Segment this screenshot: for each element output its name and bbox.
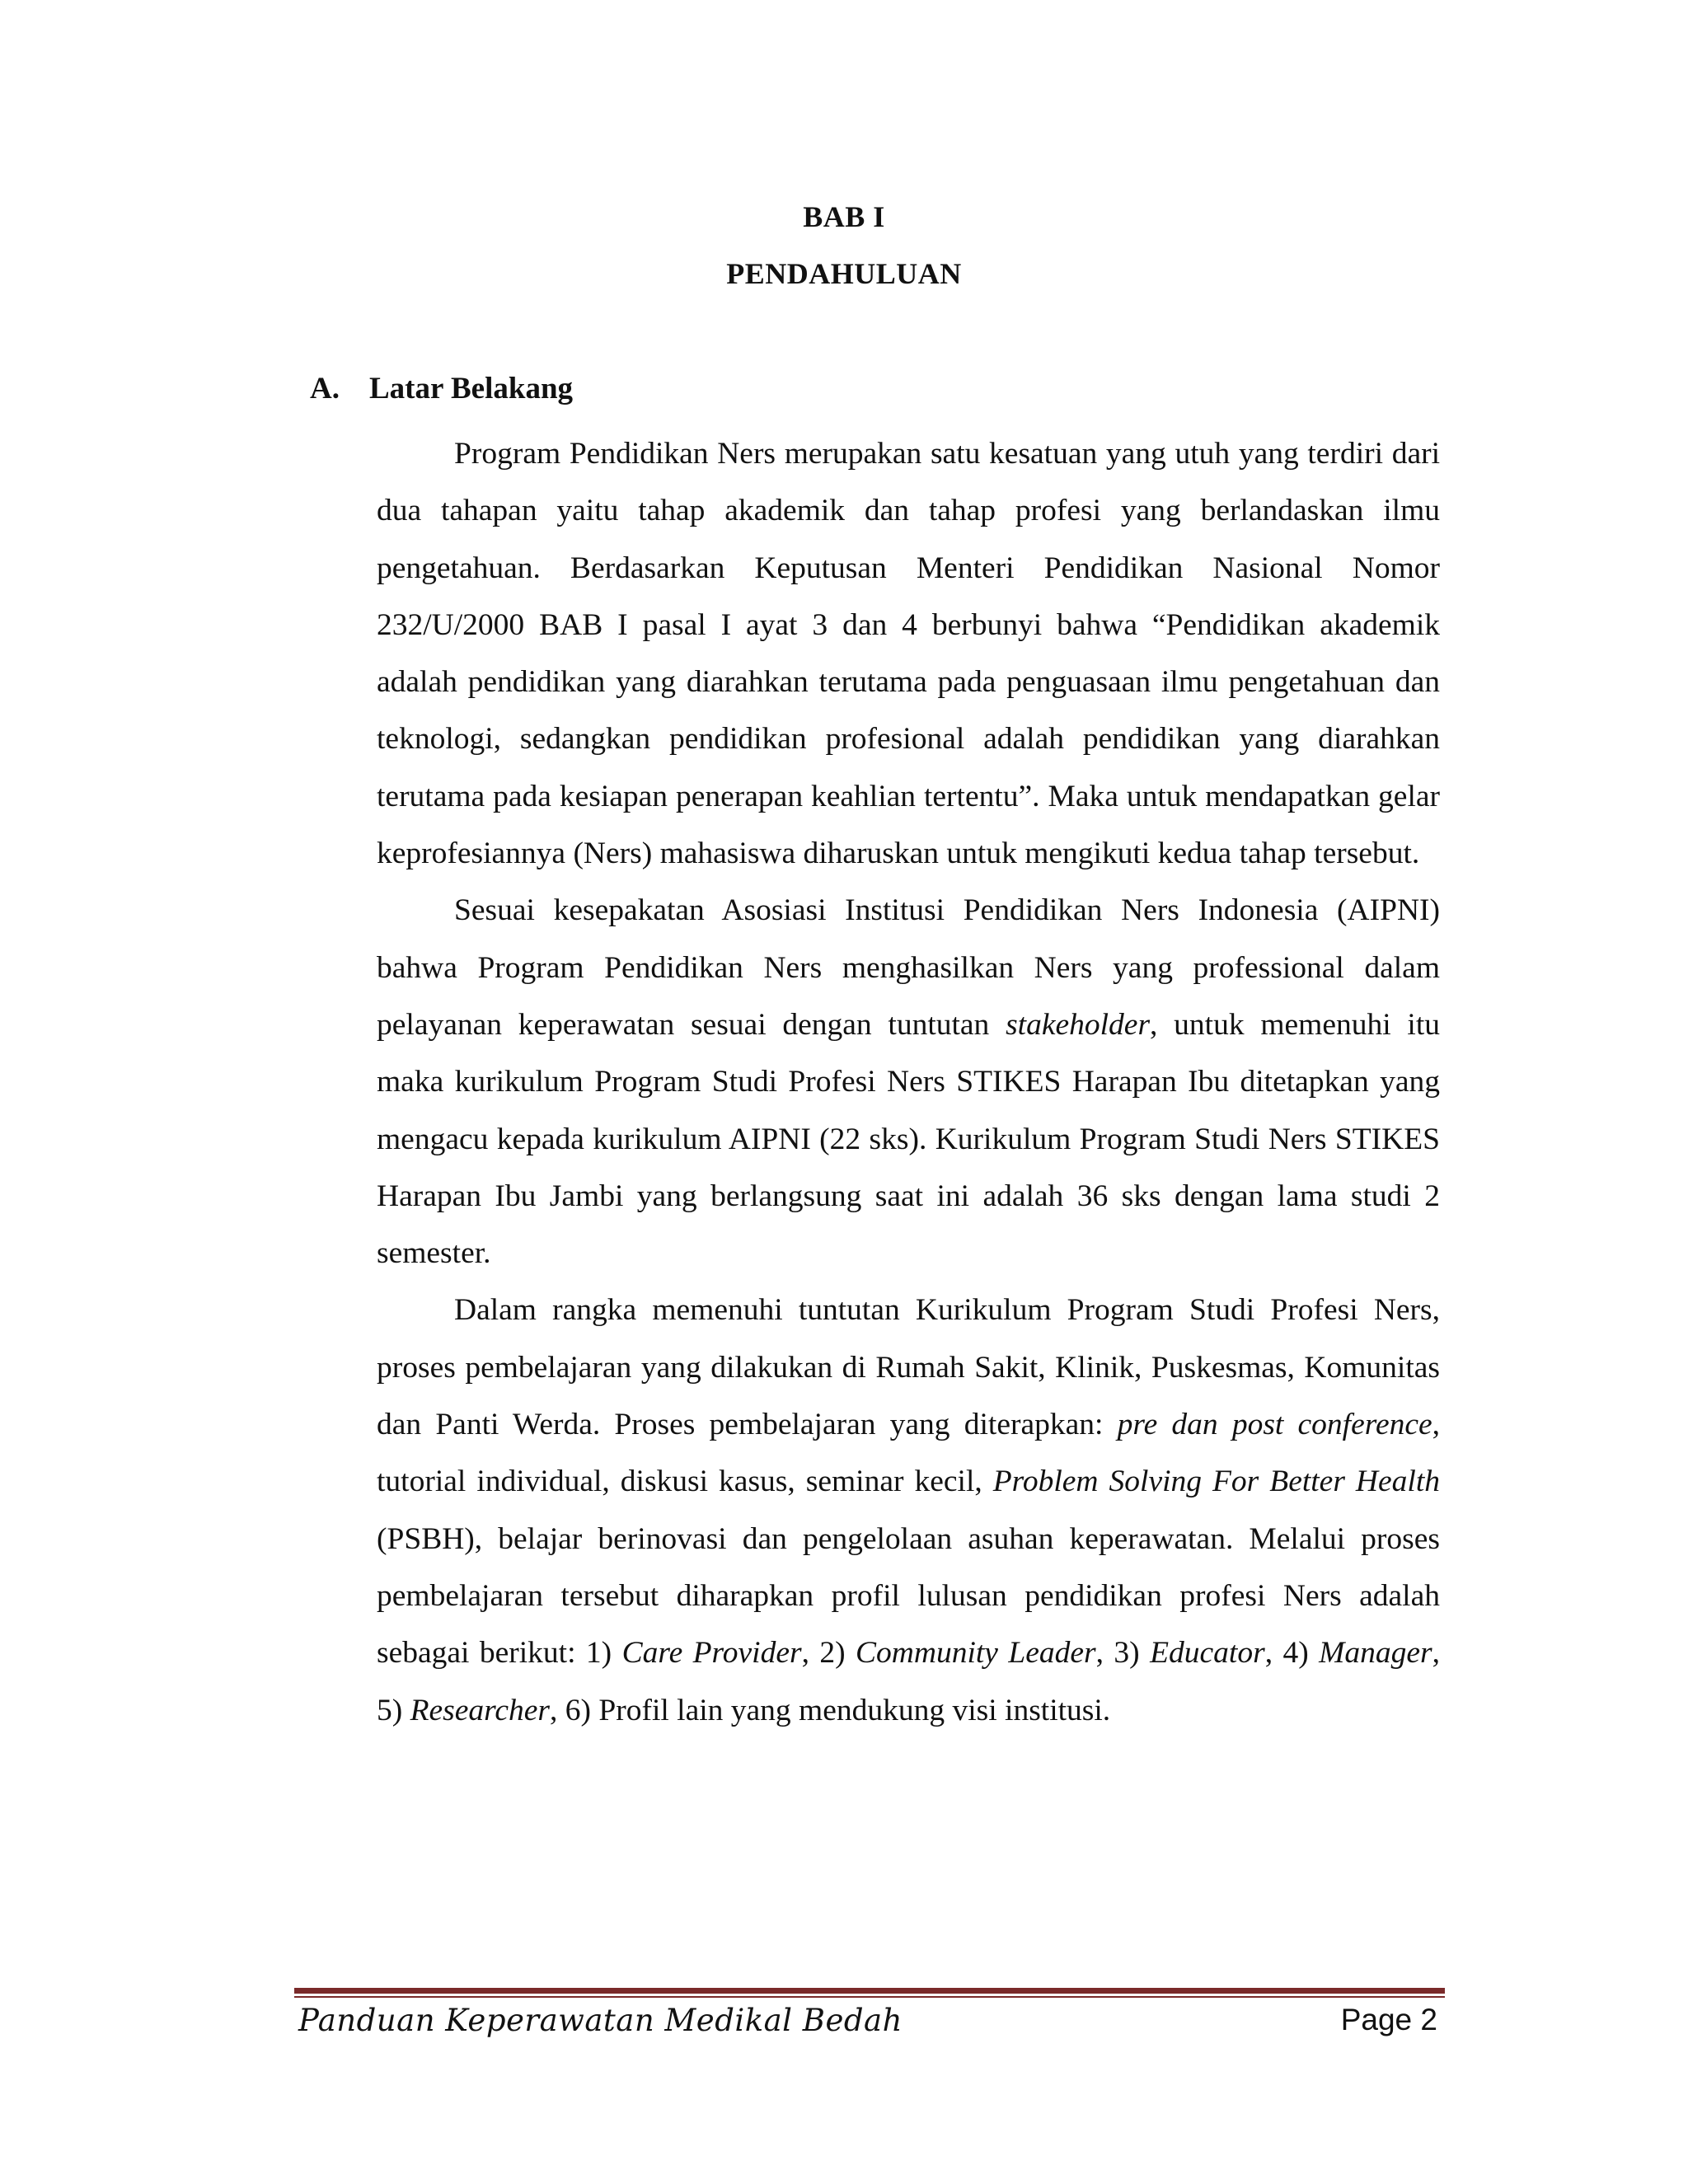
paragraph-3-italic-psbh: Problem Solving For Better Health xyxy=(992,1465,1440,1499)
paragraph-2-text-a: Sesuai kesepakatan Asosiasi Institusi Pendidikan Ners Indonesia (AIPNI) bahwa Program Pendidikan Ners menghasilkan Ners yang professional dalam pelayanan keperawatan sesuai dengan tuntutan xyxy=(377,893,1440,1042)
paragraph-2-text-c: , untuk memenuhi itu maka kurikulum Program Studi Profesi Ners STIKES Harapan Ibu ditetapkan yang mengacu kepada kurikulum AIPNI (22 sks). Kurikulum Program Studi Ners STIKES Harapan Ibu Jambi yang berlangsung saat ini adalah 36 sks dengan lama studi 2 semester. xyxy=(377,1007,1440,1271)
paragraph-2-italic-stakeholder: stakeholder xyxy=(1006,1007,1151,1042)
paragraph-3-text-m: , 5) xyxy=(377,1636,1441,1727)
paragraph-3-text-e: (PSBH), belajar berinovasi dan pengelolaan asuhan keperawatan. Melalui proses pembelajaran tersebut diharapkan profil lulusan pendidikan profesi Ners adalah sebagai berikut: 1) xyxy=(377,1521,1440,1671)
footer-divider xyxy=(294,1988,1445,1999)
paragraph-3-italic-community-leader: Community Leader xyxy=(856,1636,1096,1671)
body-text xyxy=(377,425,1440,1739)
section-letter: A. xyxy=(310,372,340,405)
paragraph-3-text-g: , 2) xyxy=(801,1636,846,1671)
footer-document-title: Panduan Keperawatan Medikal Bedah xyxy=(298,2003,903,2038)
paragraph-3-text-i: , 3) xyxy=(1095,1636,1140,1671)
paragraph-3-text-k: , 4) xyxy=(1264,1636,1309,1671)
paragraph-2 xyxy=(377,882,1440,1282)
paragraph-3-text-c: , tutorial individual, diskusi kasus, seminar kecil, xyxy=(377,1408,1441,1499)
paragraph-3-italic-care-provider: Care Provider xyxy=(621,1636,802,1671)
paragraph-3-italic-conference: pre dan post conference xyxy=(1117,1408,1432,1442)
paragraph-3-italic-educator: Educator xyxy=(1150,1636,1265,1671)
paragraph-3-text-a: Dalam rangka memenuhi tuntutan Kurikulum Program Studi Profesi Ners, proses pembelajaran yang dilakukan di Rumah Sakit, Klinik, Puskesmas, Komunitas dan Panti Werda. Proses pembelajaran yang diterapkan: xyxy=(377,1293,1440,1442)
paragraph-3-text-o: , 6) Profil lain yang mendukung visi institusi. xyxy=(550,1693,1111,1727)
chapter-number: BAB I xyxy=(803,200,885,233)
footer-page-number: Page 2 xyxy=(1340,2003,1437,2036)
footer-divider-thick xyxy=(294,1988,1445,1994)
paragraph-3 xyxy=(377,1282,1440,1738)
paragraph-1: Program Pendidikan Ners merupakan satu kesatuan yang utuh yang terdiri dari dua tahapan yaitu tahap akademik dan tahap profesi yang berlandaskan ilmu pengetahuan. Berdasarkan Keputusan Menteri Pendidikan Nasional Nomor 232/U/2000 BAB I pasal I ayat 3 dan 4 berbunyi bahwa “Pendidikan akademik adalah pendidikan yang diarahkan terutama pada penguasaan ilmu pengetahuan dan teknologi, sedangkan pendidikan profesional adalah pendidikan yang diarahkan terutama pada kesiapan penerapan keahlian tertentu”. Maka untuk mendapatkan gelar keprofesiannya (Ners) mahasiswa diharuskan untuk mengikuti kedua tahap tersebut. xyxy=(377,437,1440,871)
section-title-text: Latar Belakang xyxy=(369,372,574,405)
paragraph-3-italic-researcher: Researcher xyxy=(410,1693,550,1727)
chapter-title: PENDAHULUAN xyxy=(726,257,962,290)
paragraph-3-italic-manager: Manager xyxy=(1319,1636,1432,1671)
section-heading xyxy=(310,371,573,406)
footer-divider-thin xyxy=(294,1996,1445,1998)
